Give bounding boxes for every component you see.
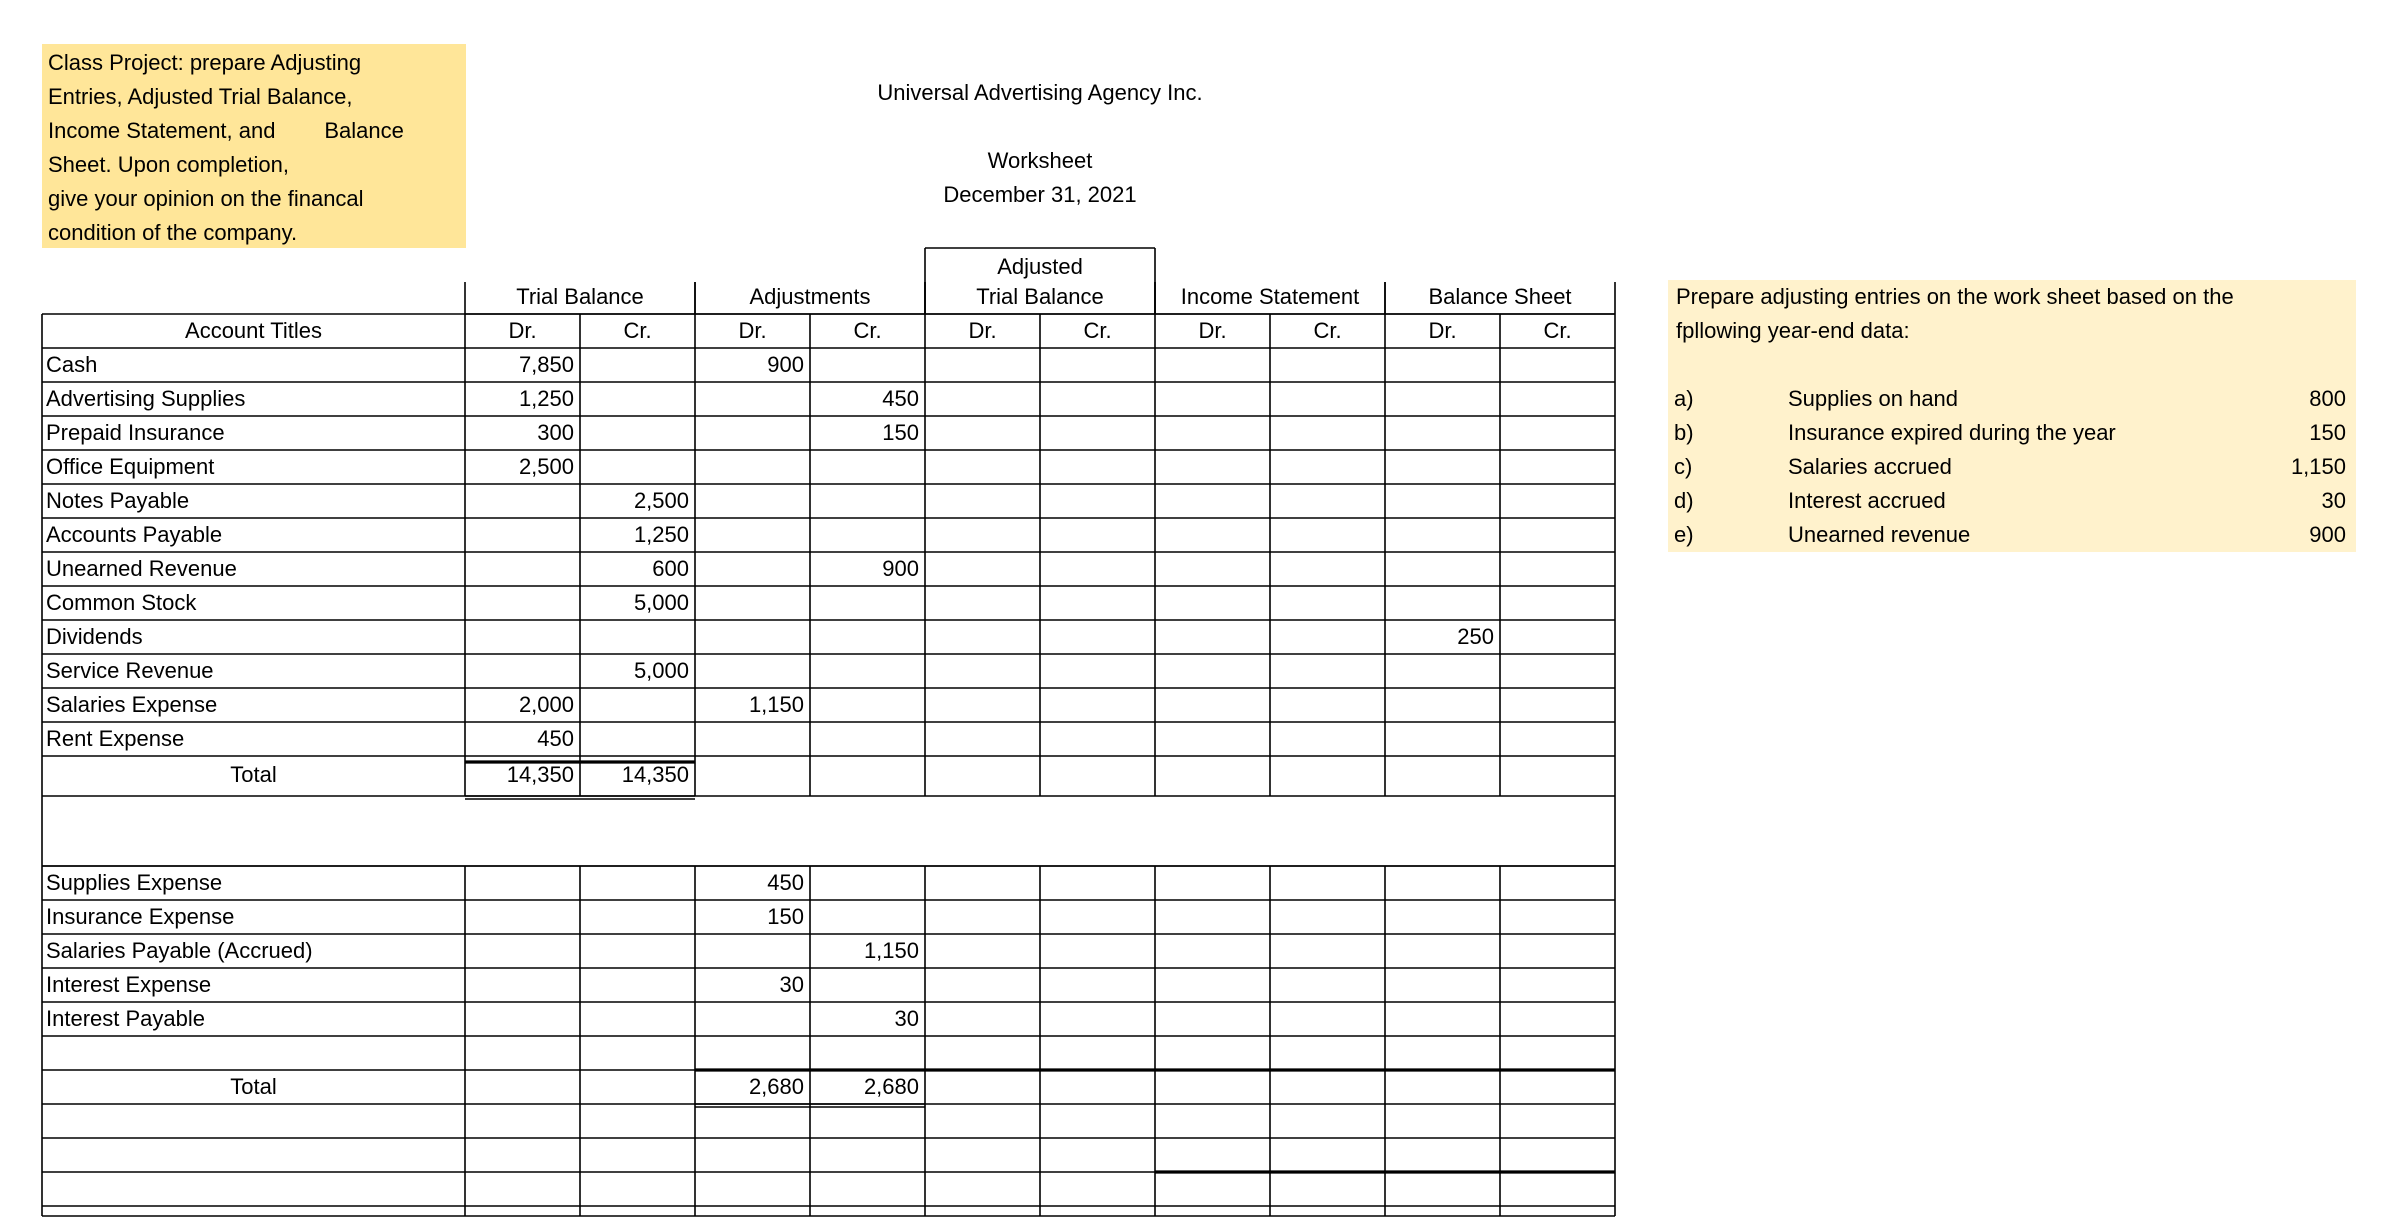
account-title: Accounts Payable (46, 522, 223, 547)
tb-dr-value: 1,250 (518, 386, 574, 411)
total-label: Total (230, 762, 277, 787)
company-name: Universal Advertising Agency Inc. (877, 80, 1203, 105)
adj-cr-value: 30 (894, 1006, 919, 1031)
account-title: Dividends (46, 624, 143, 649)
adj-dr-value: 30 (779, 972, 804, 997)
note-line: Sheet. Upon completion, (48, 152, 289, 177)
dr-header: Dr. (508, 318, 537, 343)
adj-cr-value: 450 (882, 386, 919, 411)
note-line: Income Statement, and Balance (48, 118, 404, 143)
instruction-item (1668, 450, 2356, 484)
tb-cr-value: 5,000 (633, 590, 689, 615)
tb-cr-total: 14,350 (621, 762, 689, 787)
instruction-desc: Interest accrued (1788, 488, 1946, 513)
instruction-amount: 900 (2309, 522, 2346, 547)
instruction-amount: 800 (2309, 386, 2346, 411)
account-title: Salaries Expense (46, 692, 218, 717)
cr-header: Cr. (1313, 318, 1342, 343)
instructions-title (1676, 280, 2316, 348)
account-title: Insurance Expense (46, 904, 235, 929)
group-header: Balance Sheet (1428, 284, 1572, 309)
account-title: Office Equipment (46, 454, 215, 479)
instruction-desc: Salaries accrued (1788, 454, 1952, 479)
note-line: condition of the company. (48, 220, 298, 245)
account-title: Prepaid Insurance (46, 420, 225, 445)
group-header-top: Adjusted (997, 254, 1083, 279)
instruction-item (1668, 416, 2356, 450)
account-title: Notes Payable (46, 488, 190, 513)
tb-dr-total: 14,350 (506, 762, 574, 787)
account-title: Interest Payable (46, 1006, 205, 1031)
class-project-note (42, 44, 466, 248)
account-title: Supplies Expense (46, 870, 223, 895)
instructions-title-line: fpllowing year-end data: (1676, 318, 1910, 343)
adj-dr-value: 900 (767, 352, 804, 377)
account-title: Salaries Payable (Accrued) (46, 938, 313, 963)
instruction-item (1668, 382, 2356, 416)
note-line: give your opinion on the financal (48, 186, 364, 211)
tb-cr-value: 5,000 (633, 658, 689, 683)
group-header: Income Statement (1180, 284, 1360, 309)
instructions-box (1668, 280, 2356, 552)
adj-dr-value: 150 (767, 904, 804, 929)
cr-header: Cr. (1083, 318, 1112, 343)
account-title: Service Revenue (46, 658, 214, 683)
dr-header: Dr. (738, 318, 767, 343)
adj-cr-value: 150 (882, 420, 919, 445)
worksheet-title: Worksheet (987, 148, 1093, 173)
instruction-desc: Supplies on hand (1788, 386, 1959, 411)
instruction-amount: 1,150 (2290, 454, 2346, 479)
tb-dr-value: 7,850 (518, 352, 574, 377)
instruction-desc: Insurance expired during the year (1788, 420, 2116, 445)
dr-header: Dr. (968, 318, 997, 343)
account-title: Interest Expense (46, 972, 212, 997)
instruction-desc: Unearned revenue (1788, 522, 1971, 547)
bs-dr-value: 250 (1457, 624, 1494, 649)
adj-cr-value: 1,150 (863, 938, 919, 963)
tb-cr-value: 600 (652, 556, 689, 581)
instruction-letter: a) (1674, 386, 1694, 411)
adj-dr-value: 450 (767, 870, 804, 895)
instruction-item (1668, 518, 2356, 552)
note-line: Class Project: prepare Adjusting (48, 50, 362, 75)
dr-header: Dr. (1198, 318, 1227, 343)
account-title: Advertising Supplies (46, 386, 246, 411)
instruction-letter: d) (1674, 488, 1694, 513)
cr-header: Cr. (623, 318, 652, 343)
cr-header: Cr. (1543, 318, 1572, 343)
tb-cr-value: 2,500 (633, 488, 689, 513)
tb-dr-value: 2,500 (518, 454, 574, 479)
instruction-amount: 150 (2309, 420, 2346, 445)
account-title: Rent Expense (46, 726, 185, 751)
adj-cr-value: 900 (882, 556, 919, 581)
account-title: Unearned Revenue (46, 556, 237, 581)
tb-dr-value: 450 (537, 726, 574, 751)
worksheet-date: December 31, 2021 (943, 182, 1137, 207)
note-line: Entries, Adjusted Trial Balance, (48, 84, 353, 109)
tb-cr-value: 1,250 (633, 522, 689, 547)
adj-dr-value: 1,150 (748, 692, 804, 717)
total-label: Total (230, 1074, 277, 1099)
instruction-letter: c) (1674, 454, 1693, 479)
adj-dr-total: 2,680 (748, 1074, 804, 1099)
group-header: Trial Balance (976, 284, 1104, 309)
instruction-letter: b) (1674, 420, 1694, 445)
instruction-letter: e) (1674, 522, 1694, 547)
instruction-amount: 30 (2321, 488, 2346, 513)
instruction-item (1668, 484, 2356, 518)
tb-dr-value: 2,000 (518, 692, 574, 717)
account-titles-header: Account Titles (185, 318, 322, 343)
instructions-title-line: Prepare adjusting entries on the work sheet based on the (1676, 284, 2234, 309)
tb-dr-value: 300 (537, 420, 574, 445)
group-header: Adjustments (749, 284, 871, 309)
adj-cr-total: 2,680 (863, 1074, 919, 1099)
cr-header: Cr. (853, 318, 882, 343)
account-title: Cash (46, 352, 98, 377)
dr-header: Dr. (1428, 318, 1457, 343)
group-header: Trial Balance (516, 284, 644, 309)
account-title: Common Stock (46, 590, 197, 615)
